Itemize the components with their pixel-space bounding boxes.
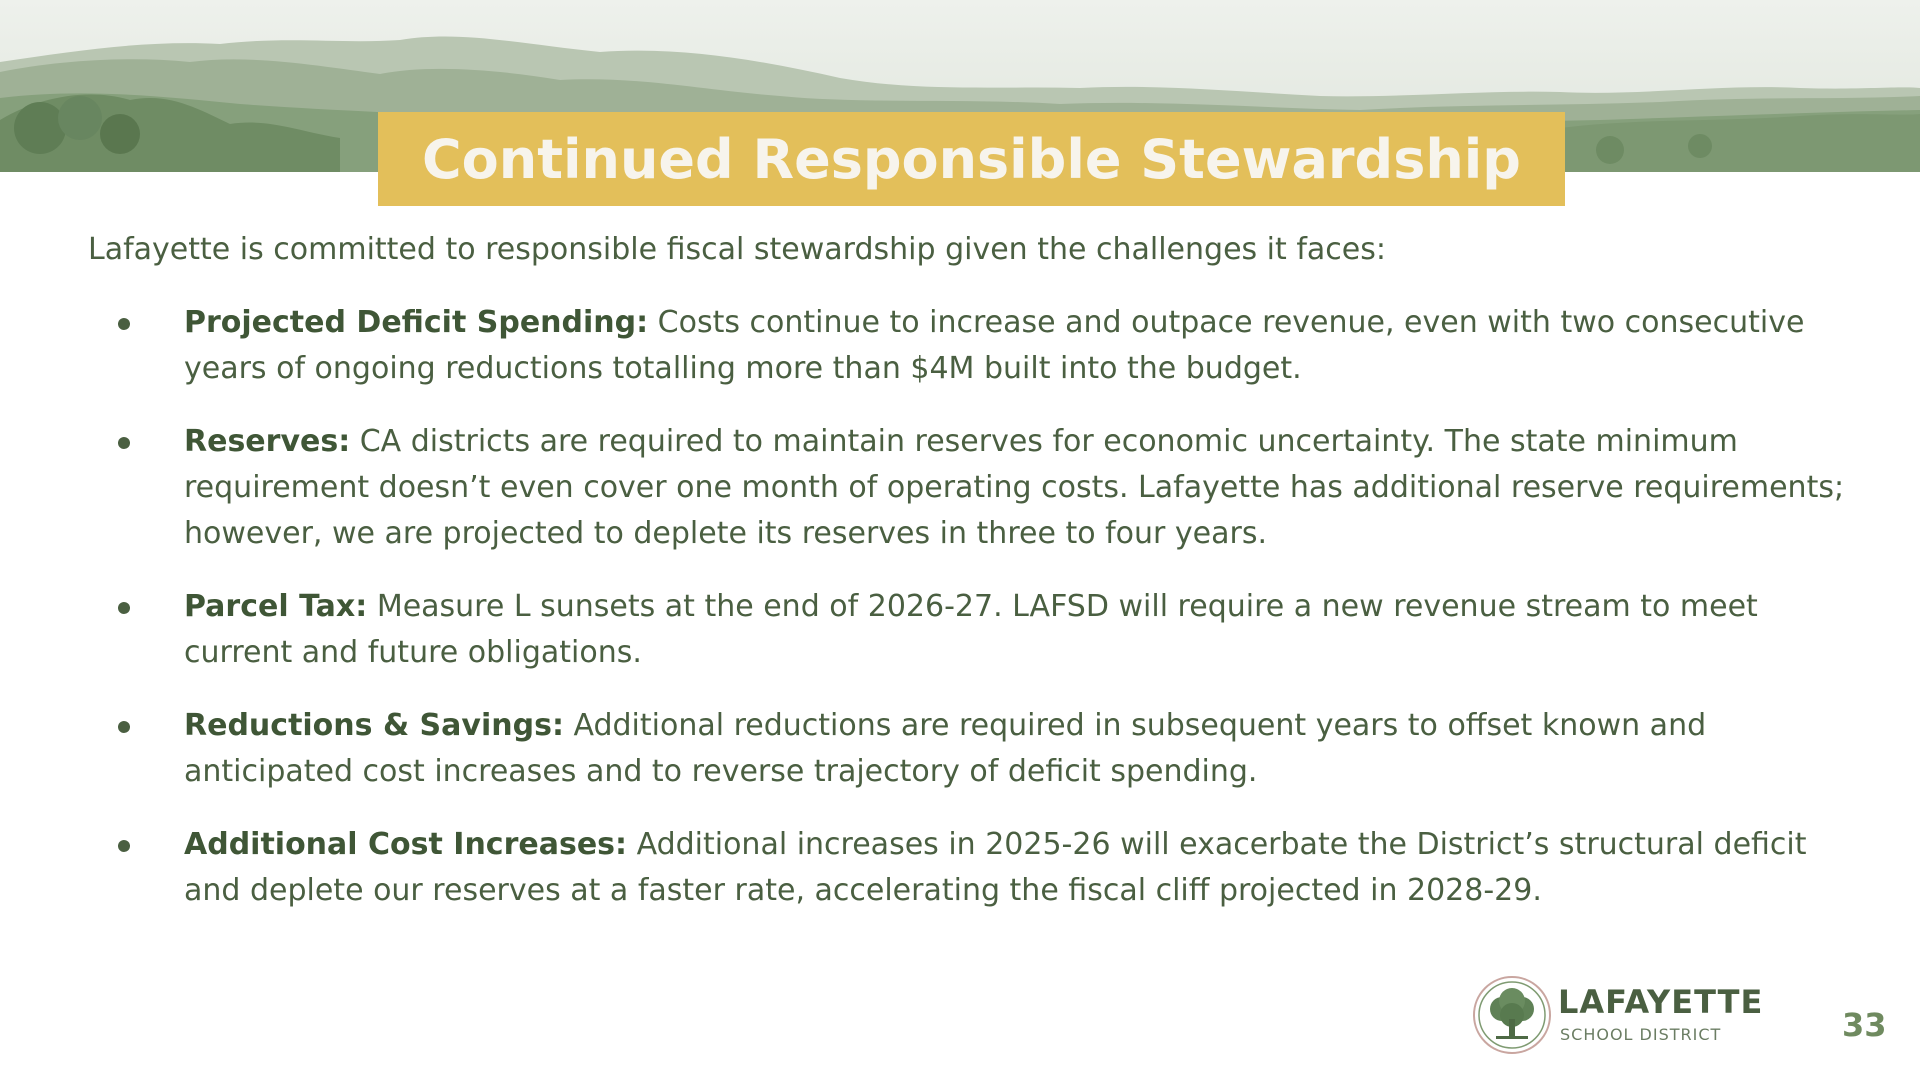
bullet-item-parcel-tax (88, 584, 1848, 676)
bullet-heading: Reductions & Savings: (184, 708, 564, 743)
district-logo (1472, 975, 1782, 1057)
page-number: 33 (1842, 1006, 1887, 1044)
bullet-text: CA districts are required to maintain reserves for economic uncertainty. The state minimum requirement doesn’t even cover one month of operating costs. Lafayette has additional reserve requirements; however, we are projected to deplete its reserves in three to four years. (184, 424, 1845, 551)
title-bar (378, 112, 1565, 206)
intro-text: Lafayette is committed to responsible fiscal stewardship given the challenges it faces: (88, 232, 1386, 267)
bullet-list (88, 300, 1848, 941)
bullet-text: Additional increases in 2025-26 will exacerbate the District’s structural deficit and deplete our reserves at a faster rate, accelerating the fiscal cliff projected in 2028-29. (184, 827, 1807, 908)
bullet-dot-icon (118, 840, 130, 852)
bullet-item-deficit-spending (88, 300, 1848, 392)
bullet-text: Measure L sunsets at the end of 2026-27. LAFSD will require a new revenue stream to meet current and future obligations. (184, 589, 1758, 670)
bullet-item-reductions-savings (88, 703, 1848, 795)
bullet-heading: Additional Cost Increases: (184, 827, 628, 862)
bullet-dot-icon (118, 602, 130, 614)
bullet-text: Costs continue to increase and outpace revenue, even with two consecutive years of ongoing reductions totalling more than $4M built into the budget. (184, 305, 1805, 386)
tree-seal-icon (1472, 975, 1552, 1055)
bullet-item-reserves (88, 419, 1848, 557)
bullet-heading: Parcel Tax: (184, 589, 368, 624)
bullet-heading: Reserves: (184, 424, 351, 459)
bullet-heading: Projected Deficit Spending: (184, 305, 649, 340)
bullet-text: Additional reductions are required in subsequent years to offset known and anticipated cost increases and to reverse trajectory of deficit spending. (184, 708, 1707, 789)
bullet-dot-icon (118, 437, 130, 449)
bullet-dot-icon (118, 721, 130, 733)
bullet-item-additional-cost-increases (88, 822, 1848, 914)
logo-subtitle: SCHOOL DISTRICT (1560, 1025, 1722, 1044)
page-title: Continued Responsible Stewardship (422, 127, 1521, 191)
bullet-dot-icon (118, 318, 130, 330)
logo-name: LAFAYETTE (1558, 983, 1764, 1021)
